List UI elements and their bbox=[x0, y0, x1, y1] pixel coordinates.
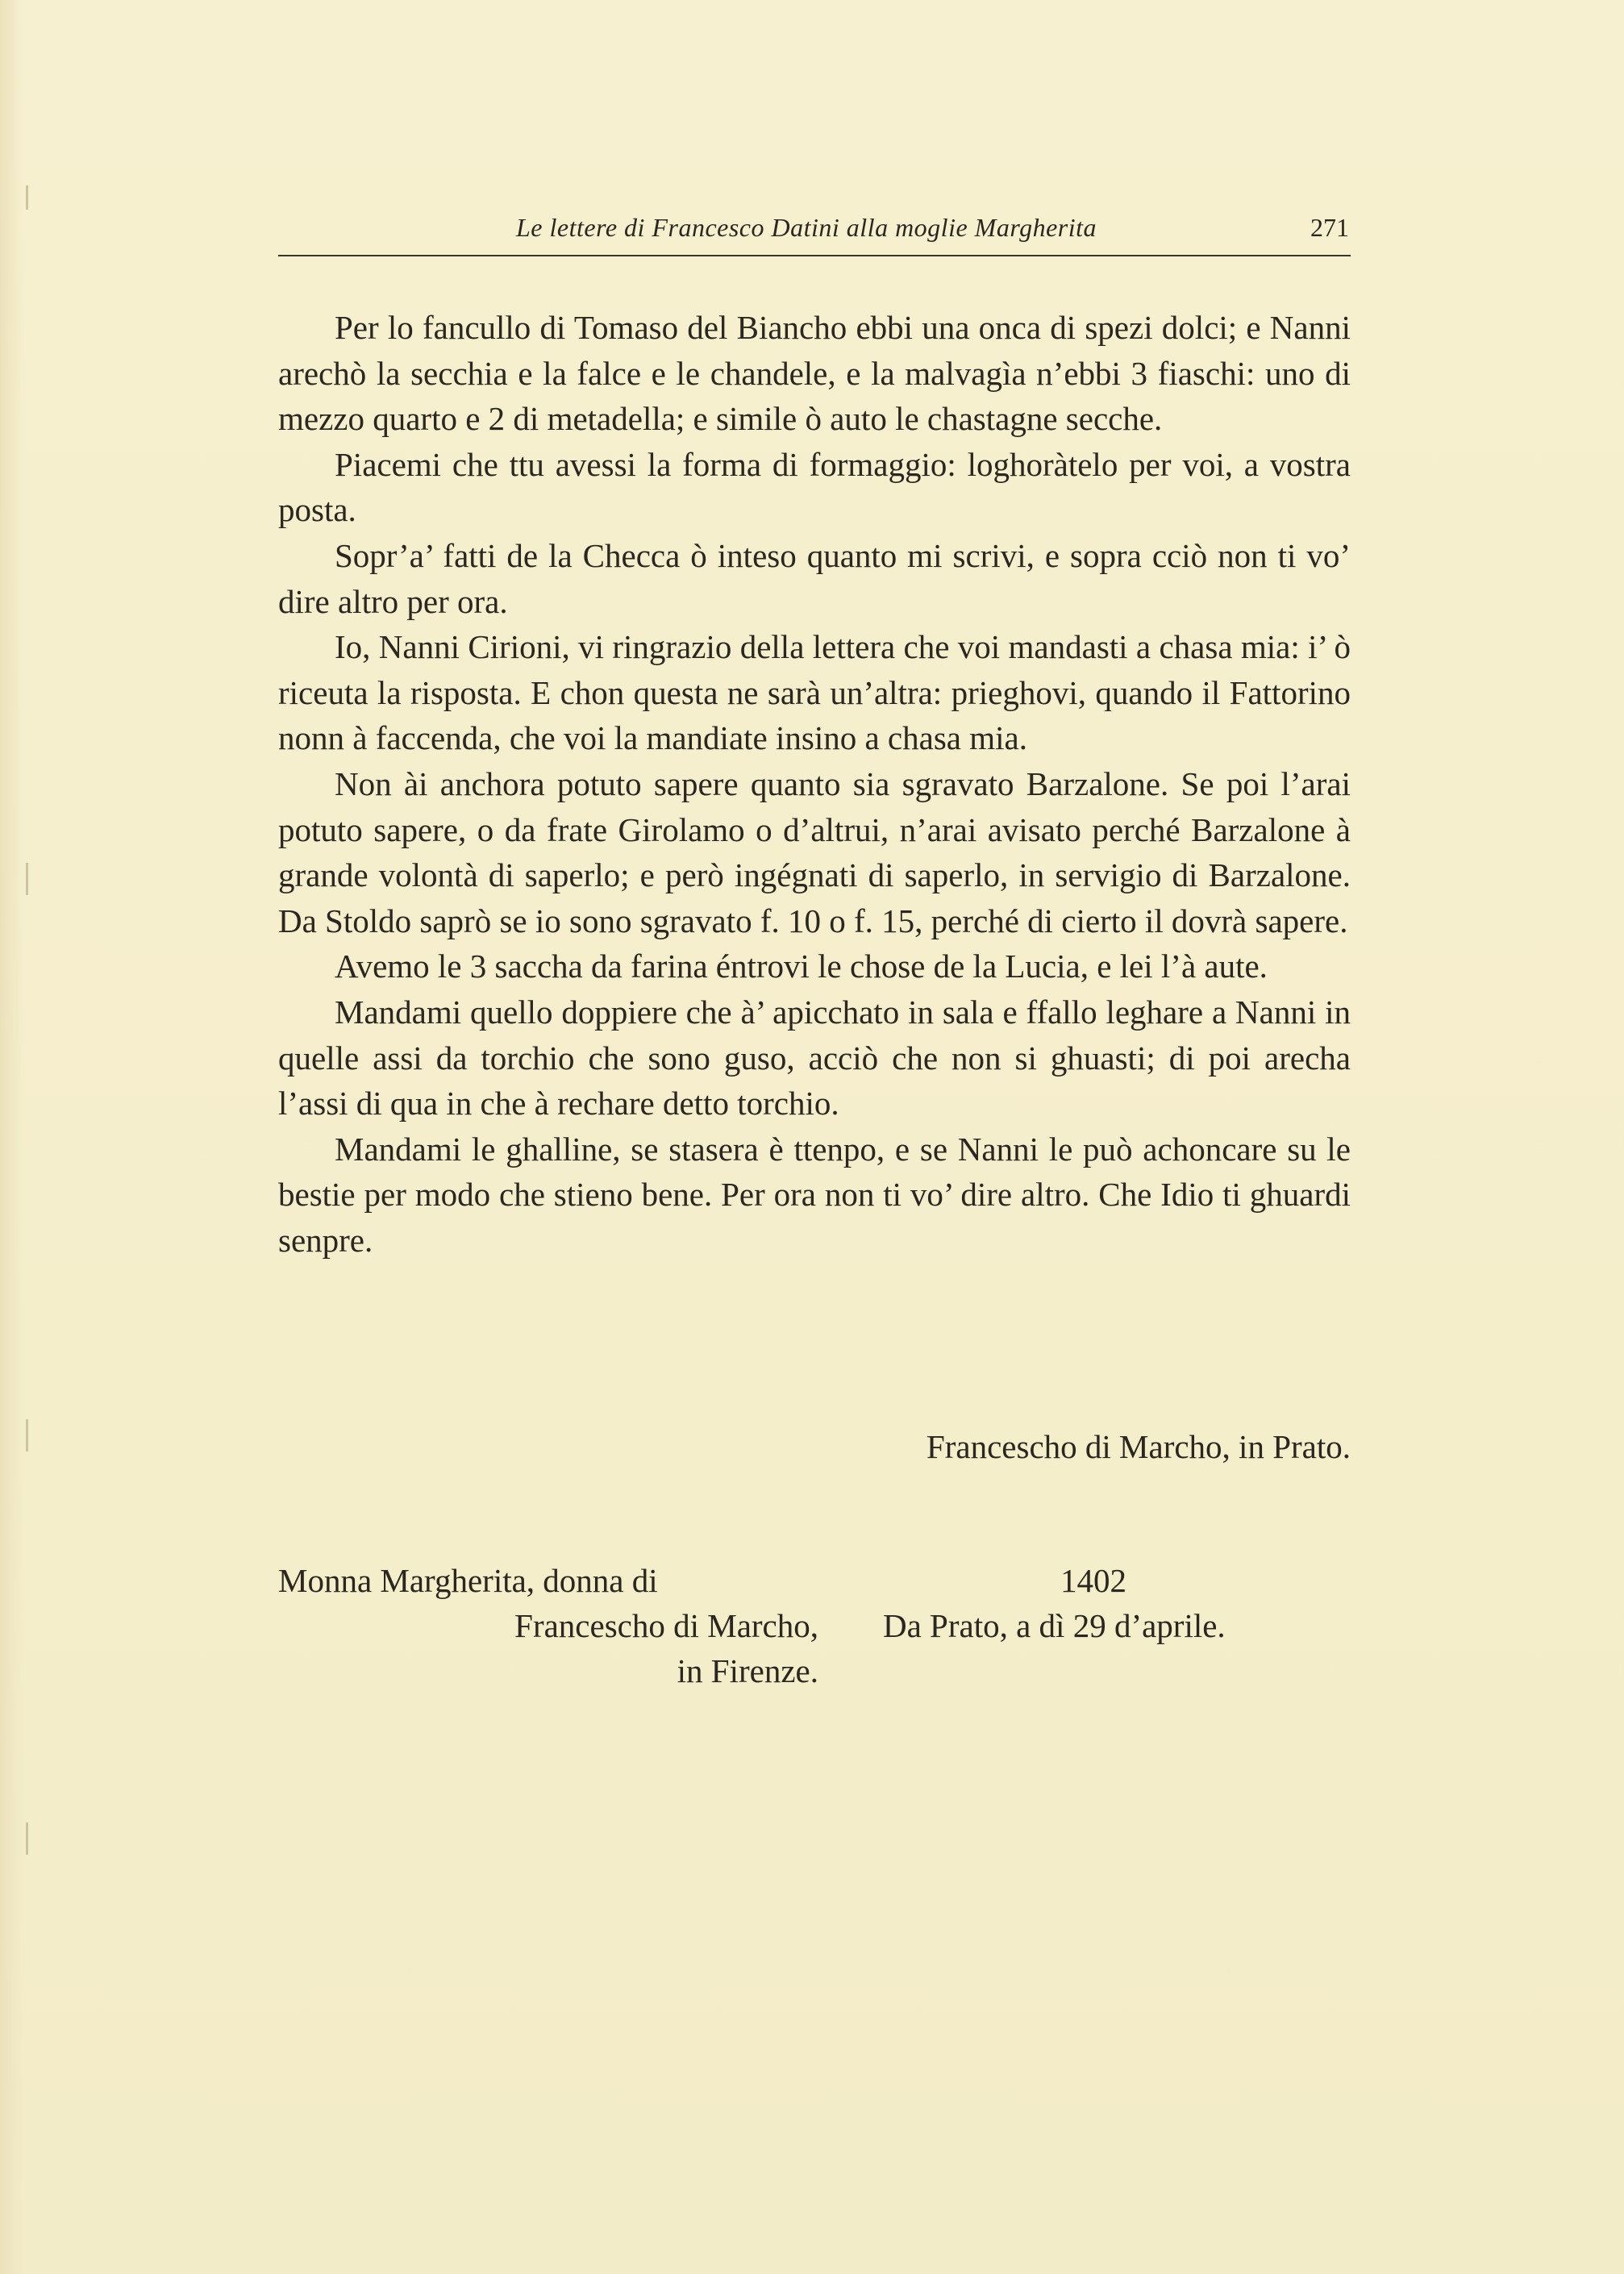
signature: Francescho di Marcho, in Prato. bbox=[926, 1428, 1351, 1465]
page-edge-shadow bbox=[0, 0, 24, 2274]
paragraph: Mandami le ghalline, se stasera è ttenpo, e se Nanni le può achoncare su le bestie per modo che stieno bene. Per ora non ti vo’ dire altro. Che Idio ti ghuardi senpre. bbox=[278, 1130, 1351, 1259]
page-number: 271 bbox=[1310, 213, 1349, 242]
date-year: 1402 bbox=[1060, 1562, 1126, 1599]
margin-mark bbox=[26, 863, 28, 895]
paragraph: Piacemi che ttu avessi la forma di formaggio: loghoràtelo per voi, a vostra posta. bbox=[278, 445, 1351, 529]
date-place: Da Prato, a dì 29 d’aprile. bbox=[883, 1607, 1226, 1644]
paragraph: Avemo le 3 saccha da farina éntrovi le chose de la Lucia, e lei l’à aute. bbox=[335, 948, 1268, 985]
margin-mark bbox=[26, 185, 28, 210]
address-line: Francescho di Marcho, bbox=[514, 1607, 818, 1644]
running-head bbox=[278, 213, 1351, 253]
paragraph: Sopr’a’ fatti de la Checca ò inteso quanto mi scrivi, e sopra cciò non ti vo’ dire altro per ora. bbox=[278, 536, 1351, 620]
margin-mark bbox=[26, 1822, 28, 1855]
paragraph: Io, Nanni Cirioni, vi ringrazio della lettera che voi mandasti a chasa mia: i’ ò riceuta la risposta. E chon questa ne sarà un’altra: prieghovi, quando il Fattorino nonn à faccenda, che voi la mandiate insino a chasa mia. bbox=[278, 628, 1351, 757]
margin-mark bbox=[26, 1419, 28, 1451]
running-title: Le lettere di Francesco Datini alla moglie Margherita bbox=[516, 213, 1097, 242]
address-line: in Firenze. bbox=[677, 1652, 818, 1689]
address-block bbox=[278, 1558, 818, 1703]
letter-body bbox=[278, 305, 1351, 1263]
paragraph: Non ài anchora potuto sapere quanto sia sgravato Barzalone. Se poi l’arai potuto sapere, o da frate Girolamo o d’altrui, n’arai avisato perché Barzalone à grande volontà di saperlo; e però ingégnati di saperlo, in servigio di Barzalone. Da Stoldo saprò se io sono sgravato f. 10 o f. 15, perché di cierto il dovrà sapere. bbox=[278, 764, 1351, 939]
address-line: Monna Margherita, donna di bbox=[278, 1562, 658, 1599]
dateline bbox=[879, 1558, 1306, 1655]
header-rule bbox=[278, 255, 1351, 256]
paragraph: Mandami quello doppiere che à’ apicchato in sala e ffallo leghare a Nanni in quelle assi da torchio che sono guso, acciò che non si ghuasti; di poi arecha l’assi di qua in che à rechare detto torchio. bbox=[278, 993, 1351, 1122]
paragraph: Per lo fancullo di Tomaso del Biancho ebbi una onca di spezi dolci; e Nanni arechò la secchia e la falce e le chandele, e la malvagìa n’ebbi 3 fiaschi: uno di mezzo quarto e 2 di metadella; e simile ò auto le chastagne secche. bbox=[278, 309, 1351, 438]
